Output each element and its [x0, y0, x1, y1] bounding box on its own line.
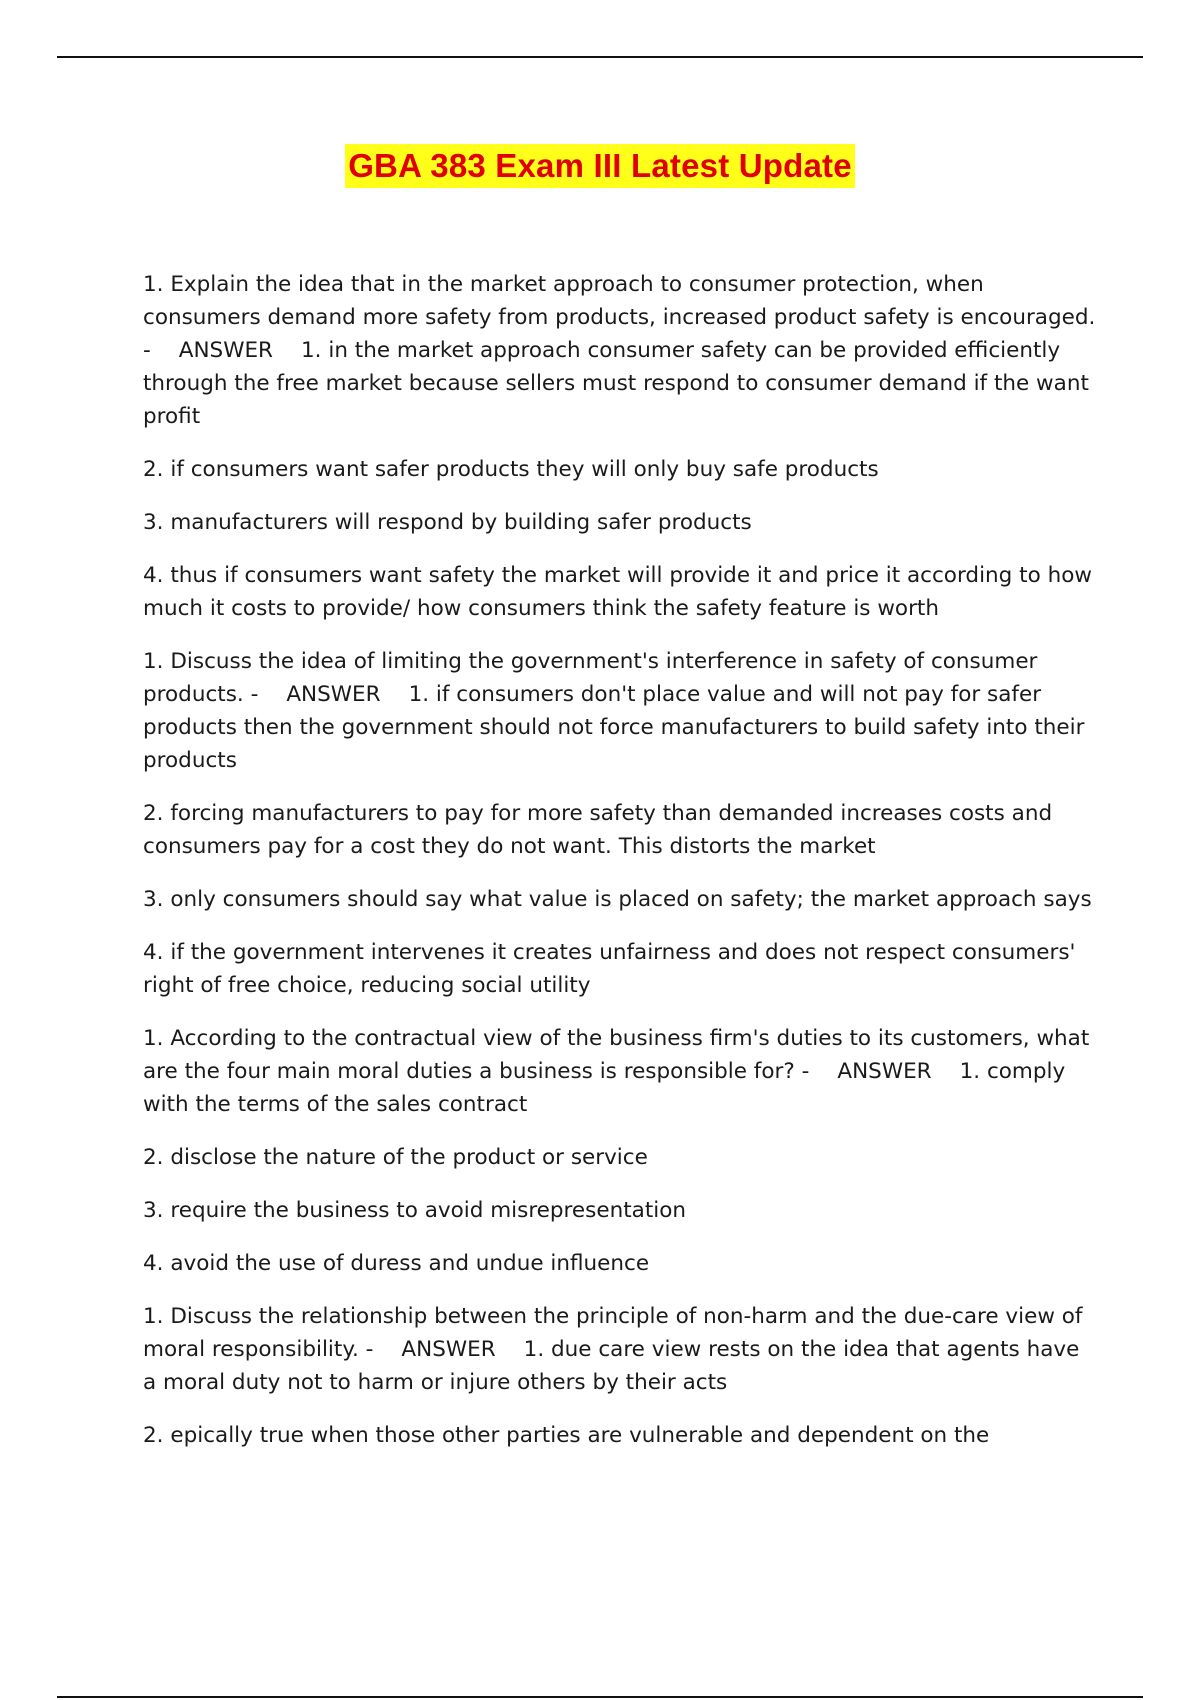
answer-label: ANSWER: [178, 338, 273, 363]
answer-text: 1. due care view rests on the idea that agents have a moral duty not to harm or injure others by their acts: [143, 1337, 1080, 1395]
title-container: [0, 144, 1200, 188]
qa-paragraph: [143, 1022, 1098, 1121]
qa-paragraph: [143, 268, 1098, 433]
answer-text: 1. comply with the terms of the sales contract: [143, 1059, 1066, 1117]
question-text: 1. According to the contractual view of the business firm's duties to its customers, what are the four main moral duties a business is responsible for? -: [143, 1026, 1090, 1084]
list-paragraph: 3. only consumers should say what value is placed on safety; the market approach says: [143, 887, 1092, 912]
list-paragraph: 2. epically true when those other parties are vulnerable and dependent on the: [143, 1423, 990, 1448]
answer-text: 1. in the market approach consumer safety can be provided efficiently through the free market because sellers must respond to consumer demand if the want profit: [143, 338, 1089, 429]
list-paragraph: 3. require the business to avoid misrepresentation: [143, 1198, 687, 1223]
answer-label: ANSWER: [286, 682, 381, 707]
qa-paragraph: [143, 1300, 1098, 1399]
question-text: 1. Discuss the idea of limiting the government's interference in safety of consumer products. -: [143, 649, 1038, 707]
document-body: [143, 268, 1098, 1472]
document-title: GBA 383 Exam III Latest Update: [345, 144, 855, 188]
answer-label: ANSWER: [837, 1059, 932, 1084]
list-paragraph: 2. if consumers want safer products they will only buy safe products: [143, 457, 879, 482]
list-paragraph: 2. disclose the nature of the product or service: [143, 1145, 648, 1170]
top-rule: [57, 56, 1143, 58]
list-paragraph: 4. thus if consumers want safety the market will provide it and price it according to how much it costs to provide/ how consumers think the safety feature is worth: [143, 563, 1092, 621]
list-paragraph: 4. if the government intervenes it creates unfairness and does not respect consumers' right of free choice, reducing social utility: [143, 940, 1076, 998]
question-text: 1. Explain the idea that in the market approach to consumer protection, when consumers demand more safety from products, increased product safety is encouraged. -: [143, 272, 1096, 363]
qa-paragraph: [143, 645, 1098, 777]
list-paragraph: 4. avoid the use of duress and undue influence: [143, 1251, 650, 1276]
answer-text: 1. if consumers don't place value and will not pay for safer products then the government should not force manufacturers to build safety into their products: [143, 682, 1085, 773]
answer-label: ANSWER: [401, 1337, 496, 1362]
list-paragraph: 3. manufacturers will respond by building safer products: [143, 510, 752, 535]
bottom-rule: [57, 1696, 1143, 1698]
list-paragraph: 2. forcing manufacturers to pay for more safety than demanded increases costs and consumers pay for a cost they do not want. This distorts the market: [143, 801, 1053, 859]
question-text: 1. Discuss the relationship between the principle of non-harm and the due-care view of moral responsibility. -: [143, 1304, 1083, 1362]
